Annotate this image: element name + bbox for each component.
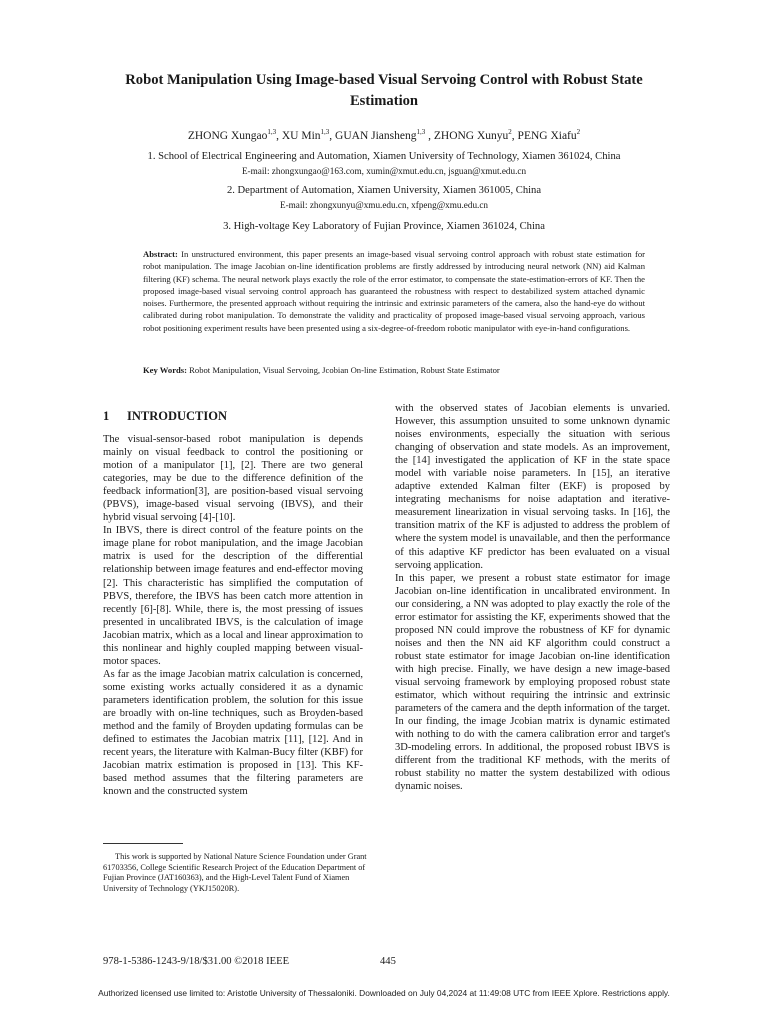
- author-affiliation-mark: 1,3: [267, 128, 277, 136]
- left-column: [103, 433, 363, 798]
- isbn-copyright: 978-1-5386-1243-9/18/$31.00 ©2018 IEEE: [103, 956, 290, 967]
- section-title: INTRODUCTION: [127, 409, 228, 423]
- section-heading: [103, 409, 227, 424]
- author-affiliation-mark: 1,3: [416, 128, 426, 136]
- author-name: XU Min: [281, 129, 321, 142]
- footnote-divider: [103, 843, 183, 844]
- section-number: 1: [103, 409, 110, 423]
- paragraph: In this paper, we present a robust state estimator for image Jacobian on-line identification in uncalibrated environment. In our considering, a NN was adopted to play exactly the role of the error estimator for assisting the KF, experiments showed that the proposed NN could improve the robustness of KF for dynamic noises and then the NN aid KF algorithm could construct a robust state estimator for image Jacobian on-line identification with high precise. Finally, we have design a new image-based visual servoing framework by employing proposed robust state estimator, which without requiring the intrinsic and extrinsic parameters of the camera and the depth information of the target. In our finding, the image Jcobian matrix is dynamic estimated with nothing to do with the camera calibration error and target's 3D-modeling errors. In additional, the proposed robust IBVS is different from the traditional KF methods, with the merits of robust stability no matter the system destabilized with odious dynamic noises.: [395, 572, 670, 793]
- paragraph: The visual-sensor-based robot manipulation is depends mainly on visual feedback to control the positioning or motion of a manipulator [1], [2]. There are two general categories, may be due to the difference definition of the feedback information[3], are position-based visual servoing (PBVS), image-based visual servoing (IBVS), and their hybrid visual servoing [4]-[10].: [103, 434, 363, 524]
- license-notice: Authorized licensed use limited to: Aristotle University of Thessaloniki. Downloaded on July 04,2024 at 11:49:08 UTC from IEEE Xplore. Restrictions apply.: [98, 988, 670, 998]
- author-name: GUAN Jiansheng: [335, 129, 417, 142]
- keywords-label: Key Words:: [143, 365, 188, 375]
- paper-title: Robot Manipulation Using Image-based Visual Servoing Control with Robust State Estimation: [125, 72, 643, 109]
- page-number: 445: [380, 956, 396, 967]
- keywords: [143, 364, 645, 376]
- paragraph: As far as the image Jacobian matrix calculation is concerned, some existing works actually considered it as a dynamic parameters identification problem, the solution for this issue are broadly with on-line techniques, such as Broyden-based method and the family of Broyden updating formulas can be defined to estimates the Jacobian matrix [11], [12]. And in recent years, the literature with Kalman-Bucy filter (KBF) for Jacobian matrix estimation is proposed in [13]. This KF-based method assumes that the filtering parameters are known and the constructed system: [103, 668, 363, 798]
- author-affiliation-mark: 1,3: [320, 128, 330, 136]
- affiliation-1: 1. School of Electrical Engineering and Automation, Xiamen University of Technology, Xiamen 361024, China: [147, 151, 621, 162]
- author-list: ZHONG Xungao$^{1,3}$, XU Min$^{1,3}$, GUAN Jiansheng$^{1,3}$ , ZHONG Xunyu$^2$, PENG Xiafu$^2$: [187, 128, 581, 142]
- abstract-label: Abstract:: [143, 249, 178, 259]
- author-affiliation-mark: 2: [576, 128, 581, 136]
- affiliation-2-email: E-mail: zhongxunyu@xmu.edu.cn, xfpeng@xmu.edu.cn: [279, 200, 489, 210]
- paragraph: In IBVS, there is direct control of the feature points on the image plane for robot manipulation, and the image Jacobian matrix is used for the description of the differential relationship between image features and end-effector moving [2]. This characteristic has simplified the computation of PBVS, therefore, the IBVS has been catch more attention in recently [6]-[8]. While, there is, the most pressing of issues presented in uncalibrated IBVS, is the calculation of image Jacobian matrix, which as a local and linear approximation to this nonlinear and highly coupled mapping between visual-motor spaces.: [103, 525, 363, 667]
- keywords-text: Robot Manipulation, Visual Servoing, Jcobian On-line Estimation, Robust State Estimator: [189, 365, 500, 375]
- affiliation-3: 3. High-voltage Key Laboratory of Fujian Province, Xiamen 361024, China: [223, 221, 545, 232]
- affiliation-1-email: E-mail: zhongxungao@163.com, xumin@xmut.edu.cn, jsguan@xmut.edu.cn: [241, 166, 527, 176]
- author-name: ZHONG Xungao: [187, 129, 268, 142]
- author-name: PENG Xiafu: [517, 129, 577, 142]
- author-affiliation-mark: 2: [508, 128, 512, 136]
- affiliation-2: 2. Department of Automation, Xiamen University, Xiamen 361005, China: [226, 185, 542, 196]
- author-name: ZHONG Xunyu: [433, 129, 509, 142]
- abstract-text: In unstructured environment, this paper presents an image-based visual servoing control approach with robust state estimation for robot manipulation. The image Jacobian on-line identification problems are firstly addressed by introducing neural network (NN) aid Kalman filtering (KF) schema. The neural network plays exactly the role of the error estimator, to compensate the state-estimation-errors of KF. Then the proposed image-based visual servoing control approach has guaranteed the robustness with respect to destabilized system attached dynamic noises. Furthermore, the presented approach without requiring the intrinsic and extrinsic parameters of the camera, also the hand-eye do without calibrated during robot manipulation. To demonstrate the validity and practicality of proposed image-based visual servoing approach, various robot positioning experiment results have been presented using a six-degree-of-freedom robotic manipulator with eye-in-hand configurations.: [143, 249, 645, 333]
- right-column: [395, 402, 670, 793]
- paragraph: with the observed states of Jacobian elements is unvaried. However, this assumption unsuited to some unknown dynamic noises environments, especially the situation with serious changing of observation and state models. As an improvement, the [14] investigated the application of KF in the state space model with variable noise parameters. In [15], an iterative adaptive extended Kalman filter (EKF) is proposed by integrating mechanisms for noise adaptation and iterative-measurement linearization in visual servoing tasks. In [16], the transition matrix of the KF is adjusted to address the problem of where the system model is unavailable, and then the performance of this adaptive KF predictor has been evaluated on a visual servoing application.: [395, 403, 670, 571]
- abstract: [143, 248, 645, 334]
- funding-footnote: This work is supported by National Nature Science Foundation under Grant 61703356, College Scientific Research Project of the Education Department of Fujian Province (JAT160363), and the High-Level Talent Fund of Xiamen University of Technology (YKJ15020R).: [103, 852, 367, 894]
